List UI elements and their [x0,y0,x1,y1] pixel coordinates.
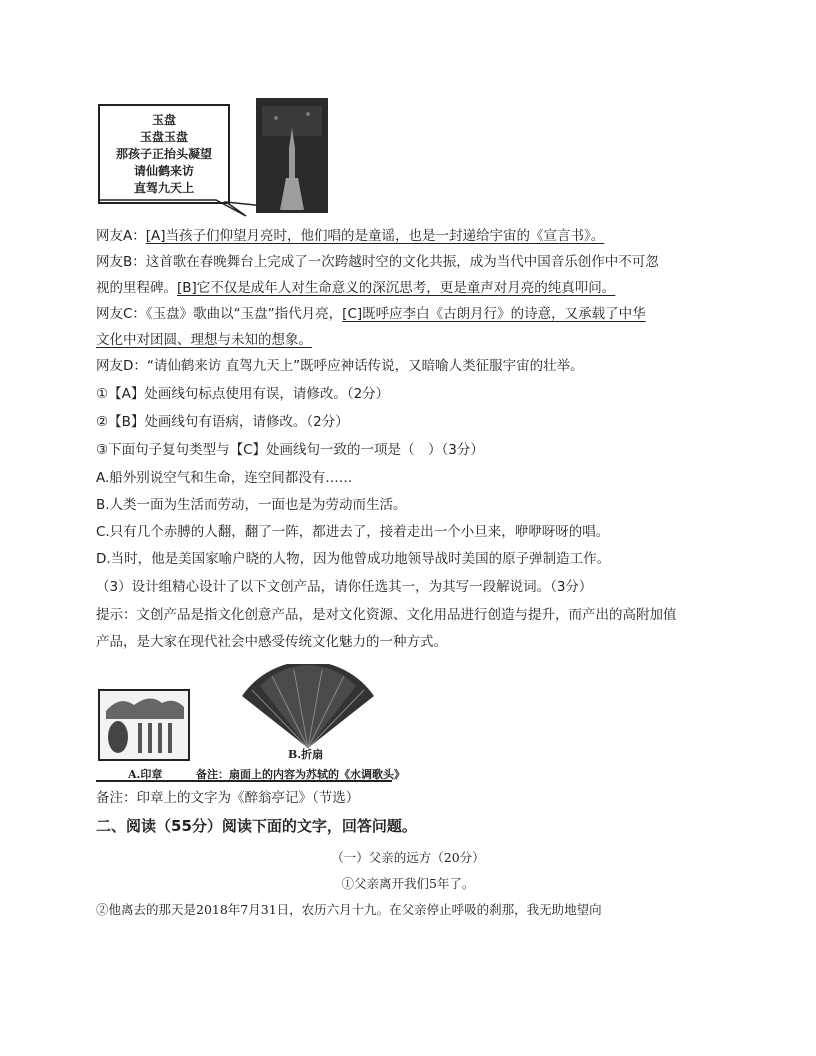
stamp-icon [100,691,188,759]
option-a: A.船外别说空气和生命，连空间都没有…… [96,470,353,486]
article-subtitle: （一）父亲的远方（20分） [331,850,485,865]
poem-title: 玉盘 [151,113,176,127]
comment-a [96,226,604,246]
comment-a-underlined: [A]当孩子们仰望月亮时，他们唱的是童谣，也是一封递给宇宙的《宣言书》。 [145,228,605,244]
hint-line-1: 提示：文创产品是指文化创意产品，是对文化资源、文化用品进行创造与提升，而产出的高附加值 [96,607,677,623]
poem-card [98,104,230,204]
poem-line-4: 直驾九天上 [133,181,194,195]
comment-c-line2: 文化中对团圆、理想与未知的想象。 [96,332,312,348]
product-a-label: A.印章 [128,768,163,781]
poem-card-tail [96,196,266,222]
comment-b-plain: 视的里程碑。 [96,280,177,296]
option-c: C.只有几个赤膊的人翻，翻了一阵，都进去了，接着走出一个小旦来，咿咿呀呀的唱。 [96,524,610,540]
comment-b-underlined: [B]它不仅是成年人对生命意义的深沉思考，更是童声对月亮的纯真叩问。 [177,280,616,296]
comment-c-underlined: [C]既呼应李白《古朗月行》的诗意，又承载了中华 [342,306,646,322]
poem-line-3: 请仙鹤来访 [133,164,194,178]
option-b: B.人类一面为生活而劳动，一面也是为劳动而生活。 [96,497,407,513]
question-2: ②【B】处画线句有语病，请修改。（2分） [96,414,349,430]
task-3: （3）设计组精心设计了以下文创产品，请你任选其一，为其写一段解说词。（3分） [96,579,593,595]
stamp-note: 备注：印章上的文字为《醉翁亭记》（节选） [96,790,360,806]
comment-c-prefix: 网友C：《玉盘》歌曲以“玉盘”指代月亮， [96,306,343,322]
product-b-label: B.折扇 [288,748,324,761]
question-3: ③下面句子复句类型与【C】处画线句一致的一项是（ ）（3分） [96,442,484,458]
option-d: D.当时，他是美国家喻户晓的人物，因为他曾成功地领导战时美国的原子弹制造工作。 [96,551,611,567]
question-1: ①【A】处画线句标点使用有误，请修改。（2分） [96,386,390,402]
section-2-heading: 二、阅读（55分）阅读下面的文字，回答问题。 [96,817,417,835]
hint-line-2: 产品，是大家在现代社会中感受传统文化魅力的一种方式。 [96,634,447,650]
poem-line-2: 那孩子正抬头凝望 [115,147,212,161]
rocket-launch-photo [256,98,328,213]
comment-a-prefix: 网友A： [96,228,146,244]
fan-note: 备注：扇面上的内容为苏轼的《水调歌头》 [196,768,405,781]
comment-b-line1: 网友B：这首歌在春晚舞台上完成了一次跨越时空的文化共振，成为当代中国音乐创作中不可忽 [96,254,659,270]
caption-divider [96,780,392,782]
comment-c-line1 [96,304,646,324]
comment-d: 网友D：“请仙鹤来访 直驾九天上”既呼应神话传说，又暗喻人类征服宇宙的壮举。 [96,358,584,374]
rocket-icon [256,98,328,213]
comment-b-line2 [96,278,615,298]
article-paragraph-2: ②他离去的那天是2018年7月31日，农历六月十九。在父亲停止呼吸的刹那，我无助地望向 [96,902,602,917]
poem-line-1: 玉盘玉盘 [139,130,188,144]
folding-fan-icon [238,664,378,750]
article-paragraph-1: ①父亲离开我们5年了。 [341,876,475,891]
stamp-image [98,689,190,761]
